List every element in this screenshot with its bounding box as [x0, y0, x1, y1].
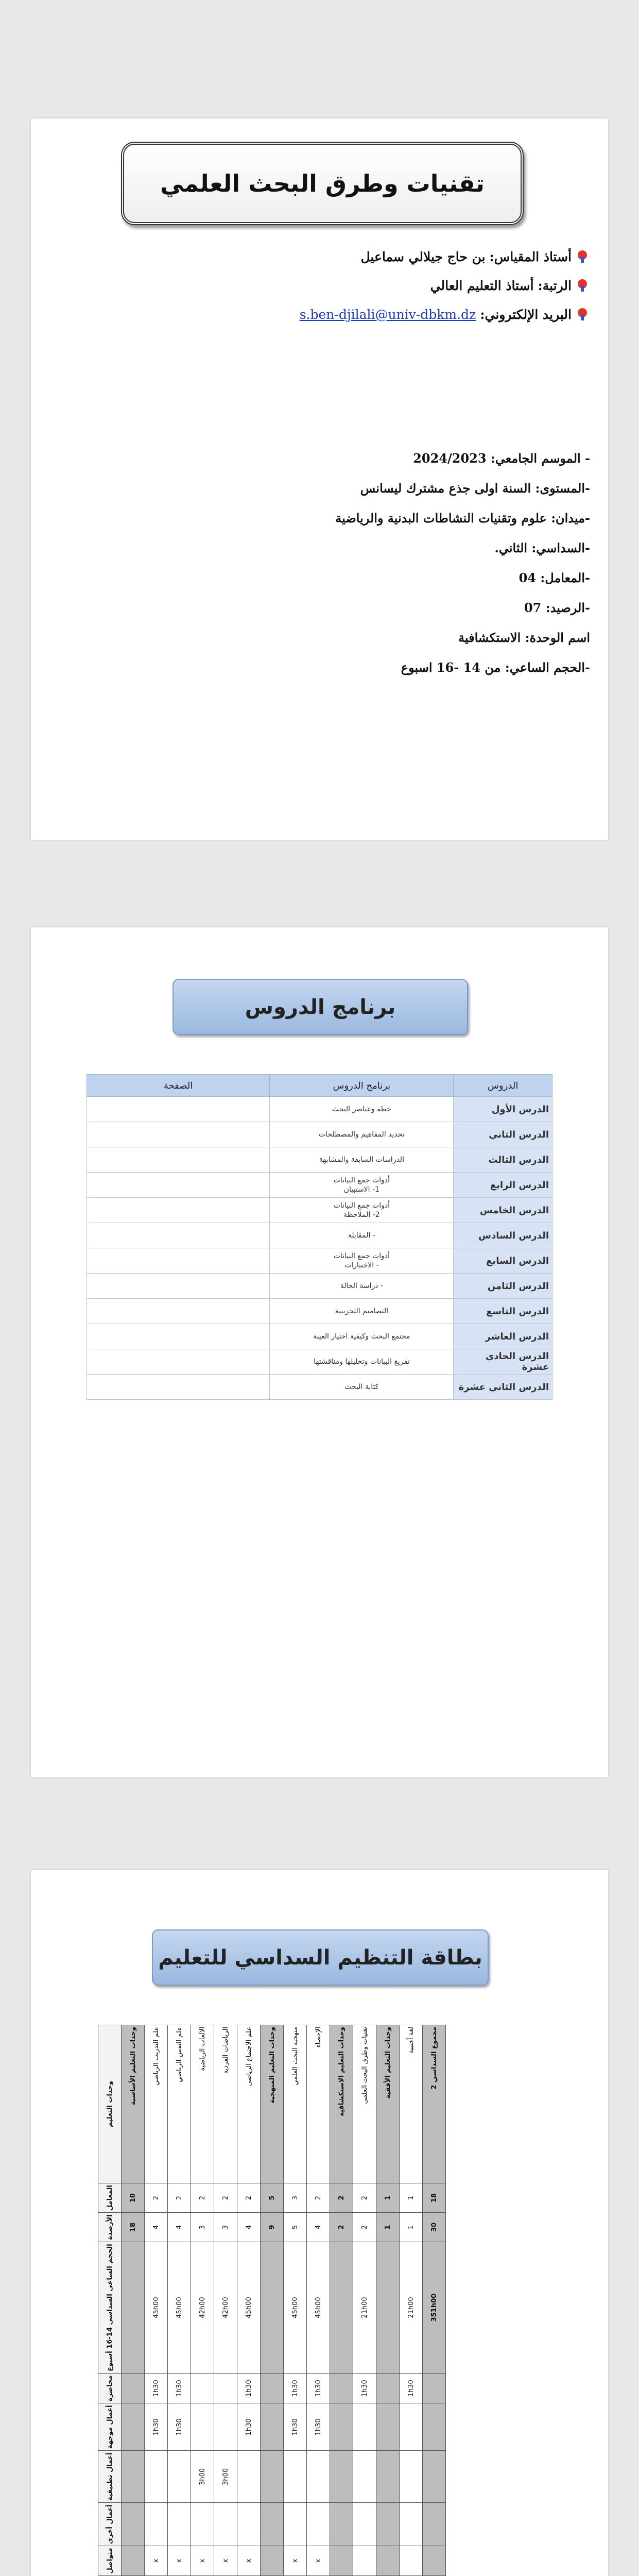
author-info	[127, 242, 590, 329]
table-cell: 21h00	[400, 2242, 423, 2374]
email-label: البريد الإلكتروني:	[480, 307, 572, 322]
table-row	[87, 1147, 552, 1173]
coefficient-line: -المعامل: 04	[519, 570, 590, 585]
table-cell: 10	[122, 2183, 145, 2213]
table-cell: x	[237, 2546, 261, 2575]
table-cell: 2	[191, 2183, 214, 2213]
table-cell: 2	[168, 2183, 191, 2213]
table-row	[145, 2025, 168, 2576]
table-cell	[284, 2503, 307, 2546]
table-row	[191, 2025, 214, 2576]
email-link[interactable]: s.ben-djilali@univ-dbkm.dz	[299, 307, 476, 322]
table-cell	[400, 2403, 423, 2451]
table-row	[376, 2025, 400, 2576]
year-label: - الموسم الجامعي:	[490, 450, 590, 466]
table-cell	[122, 2451, 145, 2503]
lesson-topic: تحديد المفاهيم والمصطلحات	[270, 1122, 454, 1147]
table-cell: 1	[400, 2213, 423, 2242]
table-cell	[353, 2403, 376, 2451]
domain-line: -ميدان: علوم وتقنيات النشاطات البدنية والرياضية	[335, 510, 590, 526]
table-cell	[214, 2374, 237, 2403]
document-title: تقنيات وطرق البحث العلمي	[160, 170, 485, 197]
table-cell: 1h30	[237, 2403, 261, 2451]
lesson-topic: التصاميم التجريبية	[270, 1299, 454, 1324]
table-cell	[400, 2451, 423, 2503]
lessons-header	[172, 979, 468, 1035]
table-cell: 3h00	[191, 2451, 214, 2503]
subject-name: وحدات التعليم الأساسية	[122, 2025, 145, 2183]
table-cell: 1h30	[168, 2403, 191, 2451]
subject-name: لغة أجنبية	[400, 2025, 423, 2183]
table-cell: 3	[284, 2183, 307, 2213]
table-cell: 2	[330, 2213, 353, 2242]
lesson-page	[87, 1324, 270, 1349]
table-cell	[168, 2451, 191, 2503]
table-cell	[122, 2546, 145, 2575]
table-cell	[400, 2503, 423, 2546]
lesson-topic: أدوات جمع البيانات 1- الاستبيان	[270, 1173, 454, 1198]
year-value: 2024/2023	[413, 450, 487, 466]
table-cell	[191, 2374, 214, 2403]
subject-name: وحدات التعليم المنهجية	[261, 2025, 284, 2183]
subject-name: الإحصاء	[307, 2025, 330, 2183]
column-header: الأرصدة	[98, 2213, 122, 2242]
table-cell: 1h30	[145, 2374, 168, 2403]
lesson-page	[87, 1274, 270, 1299]
table-cell: 1h30	[307, 2374, 330, 2403]
table-cell: 5	[261, 2183, 284, 2213]
table-cell	[330, 2242, 353, 2374]
table-row	[87, 1324, 552, 1349]
lessons-page	[31, 927, 608, 1777]
table-row	[122, 2025, 145, 2576]
table-cell: 2	[353, 2213, 376, 2242]
table-cell	[423, 2503, 446, 2546]
table-row	[400, 2025, 423, 2576]
table-cell	[376, 2451, 400, 2503]
table-cell	[122, 2503, 145, 2546]
table-cell	[191, 2403, 214, 2451]
table-cell	[376, 2242, 400, 2374]
hours-line: -الحجم الساعي: من 14 -16 اسبوع	[401, 659, 590, 675]
lesson-page	[87, 1248, 270, 1274]
level-line: -المستوى: السنة اولى جذع مشترك ليسانس	[360, 480, 590, 496]
table-cell	[261, 2242, 284, 2374]
table-cell: 3	[214, 2213, 237, 2242]
table-cell	[122, 2403, 145, 2451]
course-details	[127, 443, 590, 682]
lesson-page	[87, 1198, 270, 1223]
table-cell	[376, 2403, 400, 2451]
table-cell	[376, 2546, 400, 2575]
table-cell: 9	[261, 2213, 284, 2242]
table-cell: 2	[330, 2183, 353, 2213]
table-cell: 1h30	[284, 2374, 307, 2403]
lessons-table	[87, 1074, 552, 1400]
table-row	[214, 2025, 237, 2576]
semester-card-page	[31, 1870, 608, 2576]
subject-name: مجموع السداسي 2	[423, 2025, 446, 2183]
table-cell	[400, 2546, 423, 2575]
table-cell	[261, 2546, 284, 2575]
column-header: أعمال تطبيقية	[98, 2451, 122, 2503]
lesson-name: الدرس السادس	[454, 1223, 552, 1248]
table-row	[87, 1223, 552, 1248]
table-row	[307, 2025, 330, 2576]
rank-label: الرتبة:	[538, 278, 572, 293]
column-header: الحجم الساعي السداسي 14-16 أسبوع	[98, 2242, 122, 2374]
column-header: برنامج الدروس	[270, 1075, 454, 1097]
table-cell: x	[214, 2546, 237, 2575]
lesson-name: الدرس الحادي عشرة	[454, 1349, 552, 1375]
table-cell	[307, 2451, 330, 2503]
table-cell: 1h30	[353, 2374, 376, 2403]
lesson-name: الدرس الرابع	[454, 1173, 552, 1198]
table-cell: 42h00	[191, 2242, 214, 2374]
table-cell: x	[307, 2546, 330, 2575]
subject-name: منهجية البحث العلمي	[284, 2025, 307, 2183]
subject-name: علم التدريب الرياضي	[145, 2025, 168, 2183]
table-row	[87, 1375, 552, 1400]
table-cell: 1h30	[307, 2403, 330, 2451]
credit-line: -الرصيد: 07	[524, 600, 590, 615]
table-cell: 2	[307, 2183, 330, 2213]
table-cell	[191, 2503, 214, 2546]
pushpin-icon	[576, 307, 590, 321]
semester-line: -السداسي: الثاني.	[494, 540, 590, 555]
table-row	[168, 2025, 191, 2576]
table-cell	[423, 2451, 446, 2503]
table-row	[87, 1349, 552, 1375]
table-cell: 18	[423, 2183, 446, 2213]
lesson-topic: - دراسة الحالة	[270, 1274, 454, 1299]
lesson-page	[87, 1375, 270, 1400]
table-row	[87, 1122, 552, 1147]
table-cell	[353, 2546, 376, 2575]
table-cell	[376, 2374, 400, 2403]
lesson-topic: مجتمع البحث وكيفية اختيار العينة	[270, 1324, 454, 1349]
column-header: أعمال أخرى	[98, 2503, 122, 2546]
table-cell: 18	[122, 2213, 145, 2242]
table-cell: 3	[191, 2213, 214, 2242]
lesson-page	[87, 1097, 270, 1122]
column-header: محاضرة	[98, 2374, 122, 2403]
lesson-name: الدرس الأول	[454, 1097, 552, 1122]
column-header: المعامل	[98, 2183, 122, 2213]
pushpin-icon	[576, 249, 590, 264]
table-row	[353, 2025, 376, 2576]
table-cell: 1h30	[400, 2374, 423, 2403]
lesson-page	[87, 1173, 270, 1198]
lesson-name: الدرس الثاني عشرة	[454, 1375, 552, 1400]
semester-card-header-text: بطاقة التنظيم السداسي للتعليم	[158, 1945, 482, 1970]
table-cell: 1h30	[168, 2374, 191, 2403]
lesson-name: الدرس الثامن	[454, 1274, 552, 1299]
subject-name: الألعاب الرياضية	[191, 2025, 214, 2183]
table-cell: 30	[423, 2213, 446, 2242]
table-cell: 45h00	[284, 2242, 307, 2374]
lesson-page	[87, 1223, 270, 1248]
rank-value: أستاذ التعليم العالي	[430, 278, 534, 293]
table-cell: 1	[376, 2213, 400, 2242]
lessons-header-text: برنامج الدروس	[245, 995, 396, 1019]
table-cell: x	[145, 2546, 168, 2575]
column-header: وحدات التعليم	[98, 2025, 122, 2183]
lesson-name: الدرس الخامس	[454, 1198, 552, 1223]
table-row	[284, 2025, 307, 2576]
table-cell: 45h00	[168, 2242, 191, 2374]
table-cell: 2	[145, 2183, 168, 2213]
semester-table	[98, 2025, 446, 2576]
table-cell	[261, 2503, 284, 2546]
subject-name: علم النفس الرياضي	[168, 2025, 191, 2183]
subject-name: الرياضات الفردية	[214, 2025, 237, 2183]
semester-card-header	[152, 1929, 489, 1986]
table-cell	[145, 2451, 168, 2503]
table-row	[87, 1299, 552, 1324]
subject-name: وحدات التعليم الأفقية	[376, 2025, 400, 2183]
lesson-topic: - المقابلة	[270, 1223, 454, 1248]
table-cell	[237, 2503, 261, 2546]
table-cell	[307, 2503, 330, 2546]
table-cell: 2	[237, 2183, 261, 2213]
table-cell: x	[168, 2546, 191, 2575]
rotated-table-wrap	[98, 2025, 551, 2576]
table-cell	[376, 2503, 400, 2546]
lesson-topic: تفريغ البيانات وتحليلها ومناقشتها	[270, 1349, 454, 1375]
table-cell: 42h00	[214, 2242, 237, 2374]
table-cell: 1h30	[145, 2403, 168, 2451]
table-cell: 5	[284, 2213, 307, 2242]
table-cell	[214, 2403, 237, 2451]
table-cell: 4	[237, 2213, 261, 2242]
table-row	[87, 1198, 552, 1223]
lesson-page	[87, 1349, 270, 1375]
table-cell	[214, 2503, 237, 2546]
table-cell: 3h00	[214, 2451, 237, 2503]
table-cell	[122, 2374, 145, 2403]
table-cell	[261, 2374, 284, 2403]
table-cell	[330, 2546, 353, 2575]
lesson-topic: أدوات جمع البيانات - الاختبارات	[270, 1248, 454, 1274]
table-cell: 21h00	[353, 2242, 376, 2374]
table-cell	[330, 2503, 353, 2546]
table-cell	[261, 2451, 284, 2503]
lesson-page	[87, 1147, 270, 1173]
table-row	[261, 2025, 284, 2576]
table-row	[237, 2025, 261, 2576]
table-row	[87, 1274, 552, 1299]
pushpin-icon	[576, 278, 590, 293]
table-row	[87, 1097, 552, 1122]
unit-line: اسم الوحدة: الاستكشافية	[458, 630, 590, 645]
table-cell	[284, 2451, 307, 2503]
table-cell: 351h00	[423, 2242, 446, 2374]
table-row	[330, 2025, 353, 2576]
table-cell	[168, 2503, 191, 2546]
table-cell	[423, 2374, 446, 2403]
title-frame	[121, 142, 524, 225]
table-cell	[330, 2374, 353, 2403]
column-header: الصفحة	[87, 1075, 270, 1097]
table-cell: 1	[376, 2183, 400, 2213]
table-cell: 45h00	[307, 2242, 330, 2374]
table-cell	[353, 2451, 376, 2503]
subject-name: علم الاجتماع الرياضي	[237, 2025, 261, 2183]
table-cell: 4	[168, 2213, 191, 2242]
table-cell	[423, 2546, 446, 2575]
lesson-name: الدرس العاشر	[454, 1324, 552, 1349]
column-header: الدروس	[454, 1075, 552, 1097]
table-cell	[423, 2403, 446, 2451]
lesson-name: الدرس الثالث	[454, 1147, 552, 1173]
table-cell: x	[191, 2546, 214, 2575]
table-cell	[330, 2451, 353, 2503]
lesson-topic: الدراسات السابقة والمشابهة	[270, 1147, 454, 1173]
table-cell	[122, 2242, 145, 2374]
table-cell	[145, 2503, 168, 2546]
cover-page	[31, 118, 608, 840]
lesson-name: الدرس التاسع	[454, 1299, 552, 1324]
teacher-name: بن حاج جيلالي سماعيل	[360, 249, 486, 264]
teacher-label: أستاذ المقياس:	[489, 249, 572, 264]
lesson-page	[87, 1122, 270, 1147]
lesson-topic: خطة وعناصر البحث	[270, 1097, 454, 1122]
table-cell: 2	[353, 2183, 376, 2213]
table-cell	[330, 2403, 353, 2451]
table-row	[423, 2025, 446, 2576]
table-cell: 1h30	[237, 2374, 261, 2403]
table-cell	[237, 2451, 261, 2503]
subject-name: تقنيات وطرق البحث العلمي	[353, 2025, 376, 2183]
table-cell: 1	[400, 2183, 423, 2213]
lesson-name: الدرس السابع	[454, 1248, 552, 1274]
column-header: أعمال موجهة	[98, 2403, 122, 2451]
table-row	[87, 1248, 552, 1274]
table-row	[87, 1173, 552, 1198]
lesson-topic: أدوات جمع البيانات 2- الملاحظة	[270, 1198, 454, 1223]
lesson-topic: كتابة البحث	[270, 1375, 454, 1400]
table-cell	[261, 2403, 284, 2451]
table-cell: 45h00	[145, 2242, 168, 2374]
table-cell: 2	[214, 2183, 237, 2213]
lesson-name: الدرس الثاني	[454, 1122, 552, 1147]
table-cell: 45h00	[237, 2242, 261, 2374]
subject-name: وحدات التعليم الاستكشافية	[330, 2025, 353, 2183]
table-cell: 4	[145, 2213, 168, 2242]
table-cell: 1h30	[284, 2403, 307, 2451]
table-cell: 4	[307, 2213, 330, 2242]
table-cell: x	[284, 2546, 307, 2575]
lesson-page	[87, 1299, 270, 1324]
table-cell	[353, 2503, 376, 2546]
column-header: متواصل	[98, 2546, 122, 2575]
